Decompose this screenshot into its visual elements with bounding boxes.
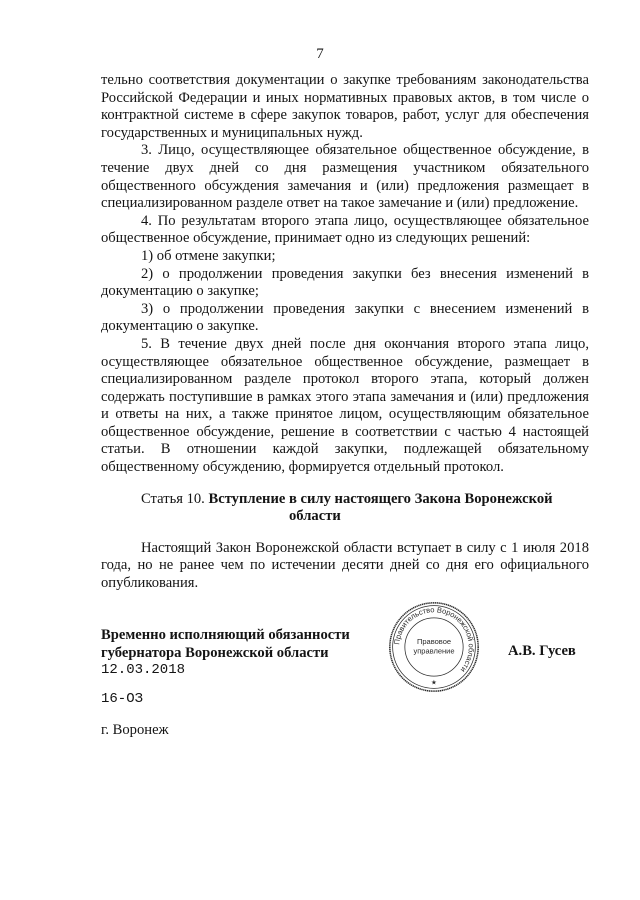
signer-role-line-2: губернатора Воронежской области (101, 644, 329, 661)
paragraph-item-3: 3. Лицо, осуществляющее обязательное общественное обсуждение, в течение двух дней со дня размещения участником обязательного общественного обсуждения замечания и (или) предложения размещает в специализированном разделе ответ на такое замечание и (или) предложение. (101, 142, 589, 212)
seal-center-line-1: Правовое (416, 637, 452, 647)
seal-star-icon: ★ (431, 679, 437, 687)
page-number: 7 (316, 46, 324, 62)
article-title: Вступление в силу настоящего Закона Воронежской (208, 490, 553, 507)
signature-date: 12.03.2018 (101, 662, 186, 679)
official-seal-stamp (387, 600, 481, 694)
decision-option-1: 1) об отмене закупки; (141, 247, 276, 264)
article-heading (101, 491, 589, 526)
paragraph-item-5: 5. В течение двух дней после дня окончания второго этапа лицо, осуществляющее обязательное общественное обсуждение, размещает в специализированном разделе протокол второго этапа, который должен содержать поступившие в рамках этого этапа замечания и (или) предложения и ответы на них, а также принятое лицом, осуществляющим обязательное общественное обсуждение, решение в соответствии с частью 4 настоящей статьи. В отношении каждой закупки, подлежащей обязательному общественному обсуждению, формируется отдельный протокол. (101, 335, 589, 476)
decision-option-2: 2) о продолжении проведения закупки без внесения изменений в документацию о закупке; (101, 265, 589, 300)
law-number: 16-ОЗ (101, 691, 144, 708)
paragraph-item-4: 4. По результатам второго этапа лицо, осуществляющее обязательное общественное обсуждение, принимает одно из следующих решений: (101, 212, 589, 247)
document-body (101, 72, 589, 593)
paragraph-continuation: тельно соответствия документации о закупке требованиям законодательства Российской Федерации и иных нормативных правовых актов, в том числе о контрактной системе в сфере закупок товаров, работ, услуг для обеспечения государственных и муниципальных нужд. (101, 72, 589, 141)
signer-role-line-1: Временно исполняющий обязанности (101, 627, 350, 643)
decision-option-3: 3) о продолжении проведения закупки с внесением изменений в документацию о закупке. (101, 300, 589, 335)
signature-city: г. Воронеж (101, 722, 169, 739)
seal-ring-text: Правительство Воронежской области (392, 605, 476, 675)
article-label: Статья 10. (141, 490, 205, 507)
article-body: Настоящий Закон Воронежской области вступает в силу с 1 июля 2018 года, но не ранее чем по истечении десяти дней со дня его официального опубликования. (101, 539, 589, 592)
signer-name: А.В. Гусев (508, 643, 576, 659)
signature-block (101, 627, 350, 740)
article-title-continuation: области (289, 508, 341, 525)
seal-center-line-2: управление (413, 646, 455, 656)
